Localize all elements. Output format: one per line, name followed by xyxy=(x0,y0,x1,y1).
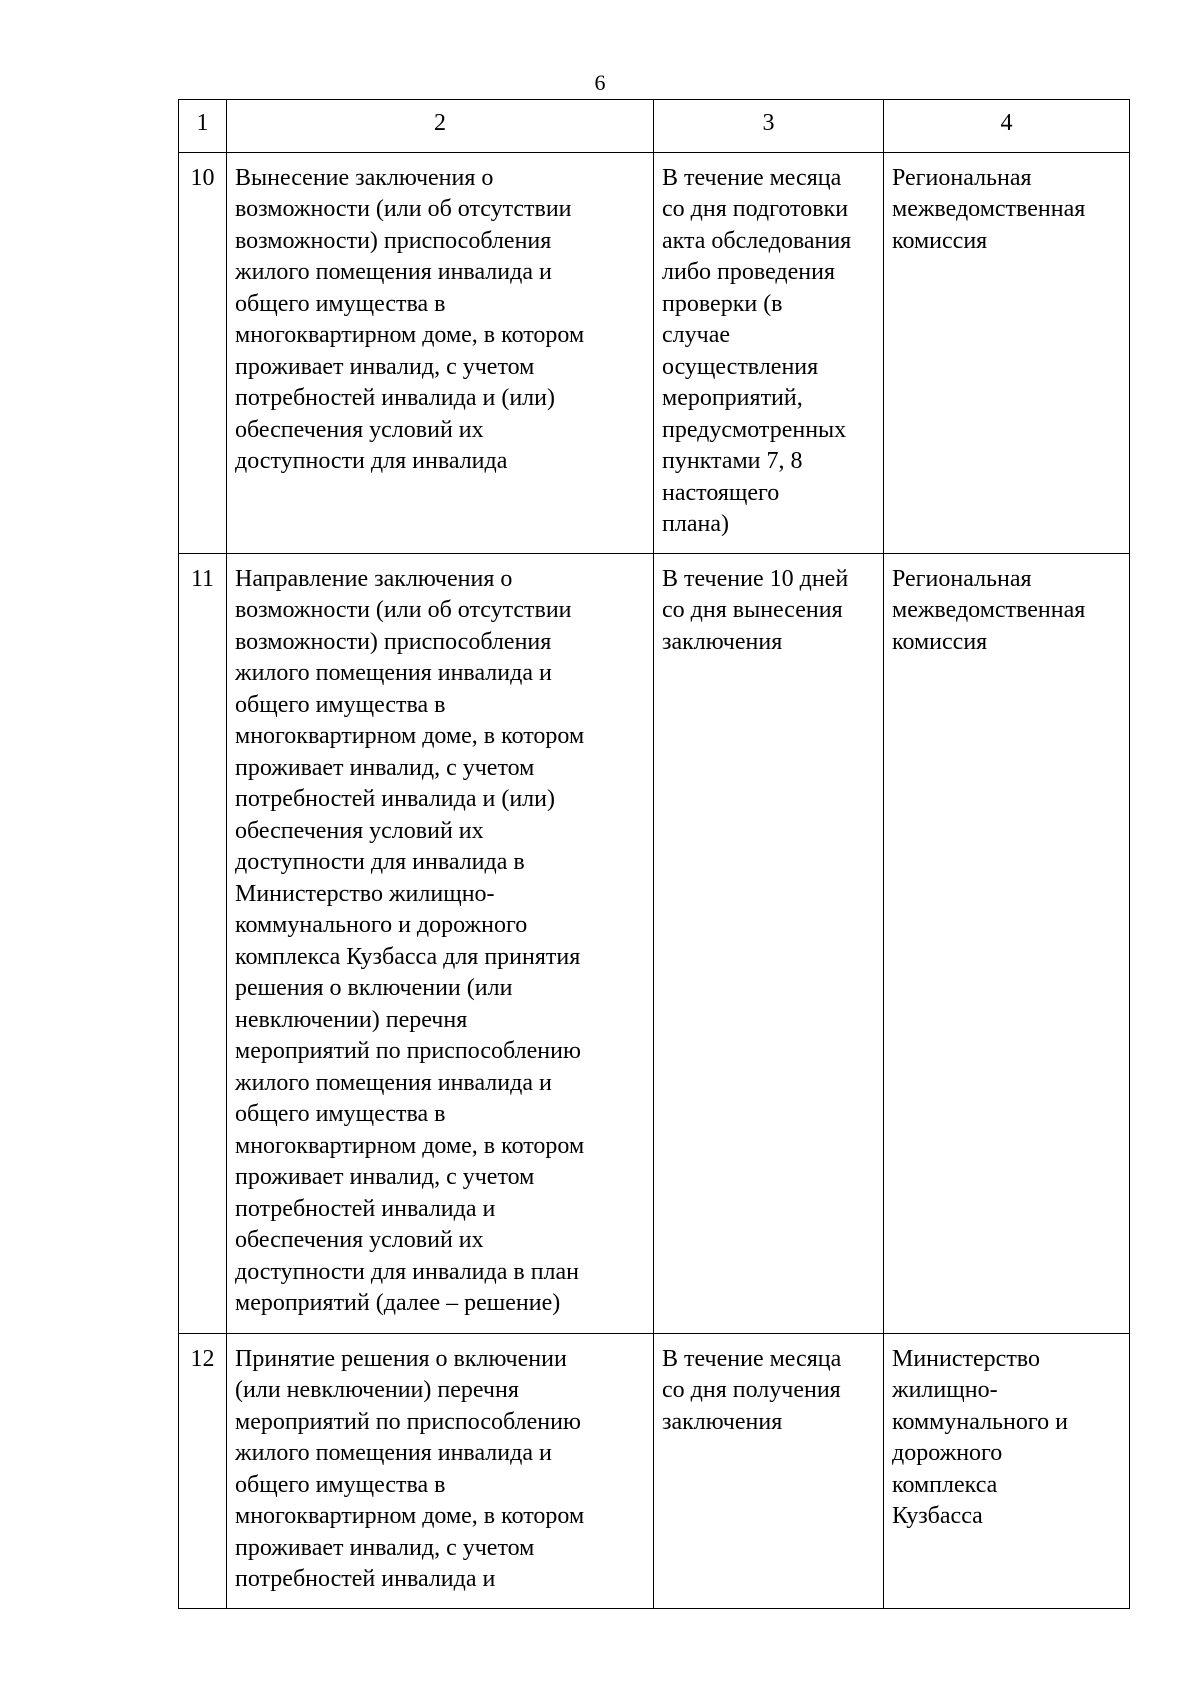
row-number: 11 xyxy=(179,553,227,1333)
deadline-cell: В течение 10 дней со дня вынесения заключения xyxy=(654,553,884,1333)
deadline-cell: В течение месяца со дня получения заключения xyxy=(654,1333,884,1608)
deadline-cell: В течение месяца со дня подготовки акта обследования либо проведения проверки (в случае осуществления мероприятий, предусмотренных пунктами 7, 8 настоящего плана) xyxy=(654,152,884,553)
header-cell-3: 3 xyxy=(654,100,884,153)
action-cell: Принятие решения о включении (или невключении) перечня мероприятий по приспособлению жилого помещения инвалида и общего имущества в многоквартирном доме, в котором проживает инвалид, с учетом потребностей инвалида и xyxy=(227,1333,654,1608)
action-cell: Вынесение заключения о возможности (или об отсутствии возможности) приспособления жилого помещения инвалида и общего имущества в многоквартирном доме, в котором проживает инвалид, с учетом потребностей инвалида и (или) обеспечения условий их доступности для инвалида xyxy=(227,152,654,553)
header-cell-2: 2 xyxy=(227,100,654,153)
row-number: 10 xyxy=(179,152,227,553)
action-plan-table xyxy=(178,99,1130,1609)
responsible-cell: Региональная межведомственная комиссия xyxy=(884,152,1130,553)
page-number: 6 xyxy=(594,70,606,95)
table-row xyxy=(179,553,1130,1333)
table-header-row xyxy=(179,100,1130,153)
responsible-cell: Региональная межведомственная комиссия xyxy=(884,553,1130,1333)
responsible-cell: Министерство жилищно- коммунального и дорожного комплекса Кузбасса xyxy=(884,1333,1130,1608)
header-cell-4: 4 xyxy=(884,100,1130,153)
row-number: 12 xyxy=(179,1333,227,1608)
header-cell-1: 1 xyxy=(179,100,227,153)
table-row xyxy=(179,152,1130,553)
table-row xyxy=(179,1333,1130,1608)
action-cell: Направление заключения о возможности (или об отсутствии возможности) приспособления жилого помещения инвалида и общего имущества в многоквартирном доме, в котором проживает инвалид, с учетом потребностей инвалида и (или) обеспечения условий их доступности для инвалида в Министерство жилищно- коммунального и дорожного комплекса Кузбасса для принятия решения о включении (или невключении) перечня мероприятий по приспособлению жилого помещения инвалида и общего имущества в многоквартирном доме, в котором проживает инвалид, с учетом потребностей инвалида и обеспечения условий их доступности для инвалида в план мероприятий (далее – решение) xyxy=(227,553,654,1333)
